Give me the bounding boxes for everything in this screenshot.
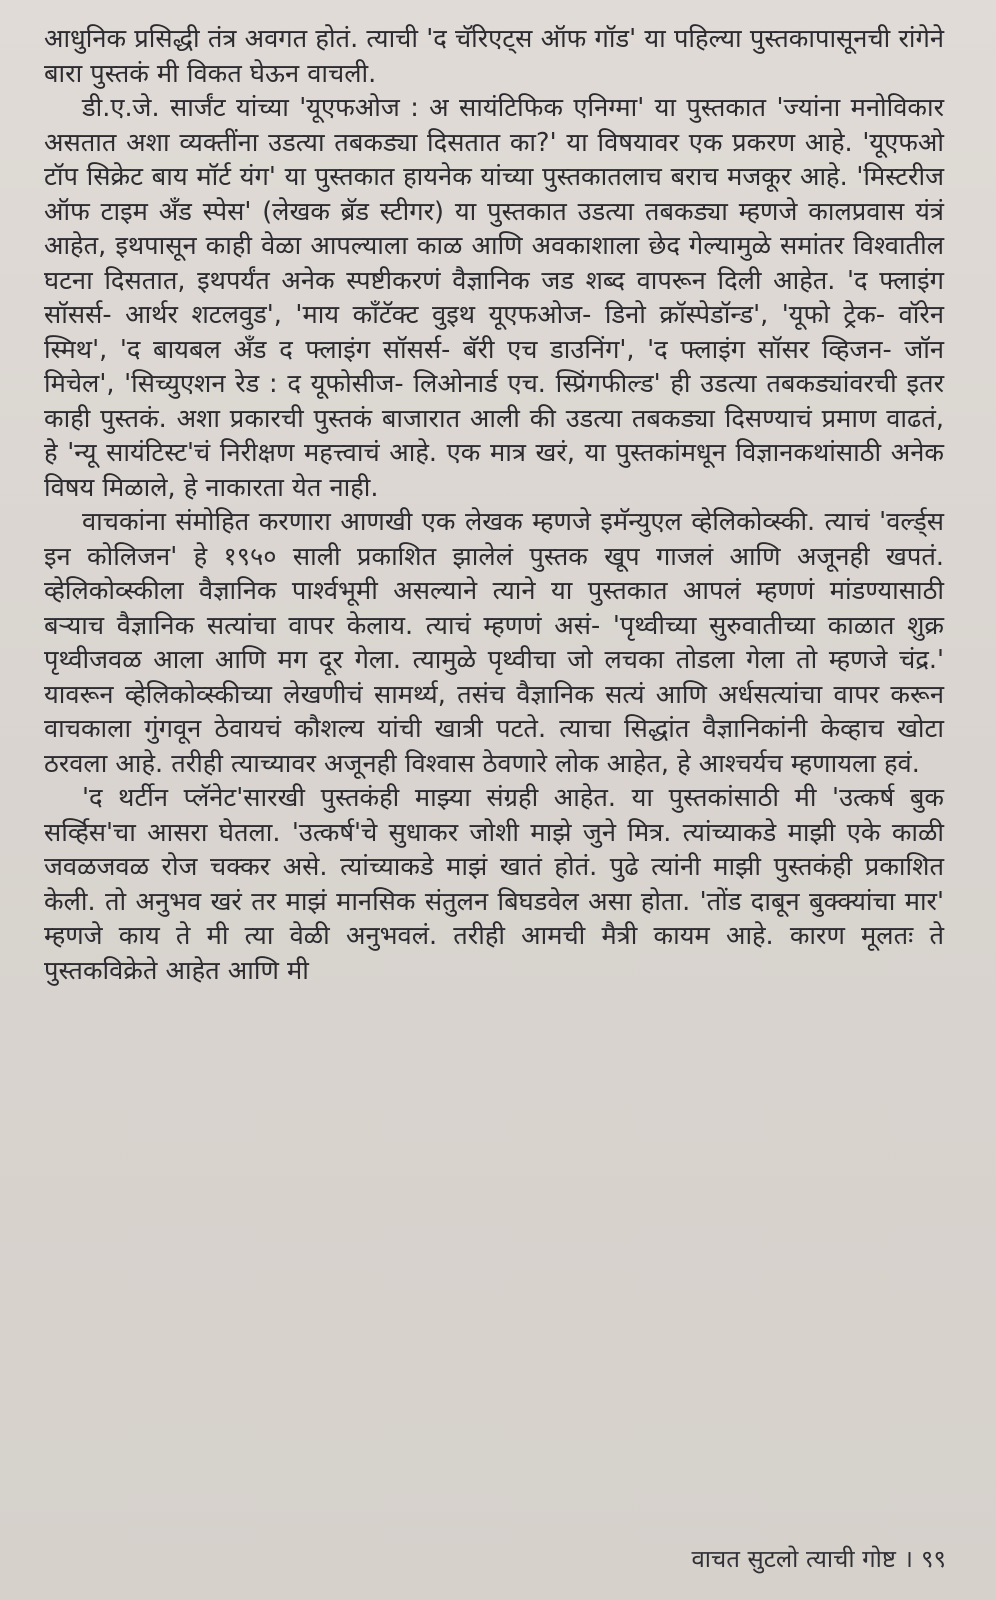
- paragraph: वाचकांना संमोहित करणारा आणखी एक लेखक म्हणजे इमॅन्युएल व्हेलिकोव्स्की. त्याचं 'वर्ल्ड्स इन कोलिजन' हे १९५० साली प्रकाशित झालेलं पुस्तक खूप गाजलं आणि अजूनही खपतं. व्हेलिकोव्स्कीला वैज्ञानिक पार्श्वभूमी असल्याने त्याने या पुस्तकात आपलं म्हणणं मांडण्यासाठी बऱ्याच वैज्ञानिक सत्यांचा वापर केलाय. त्याचं म्हणणं असं- 'पृथ्वीच्या सुरुवातीच्या काळात शुक्र पृथ्वीजवळ आला आणि मग दूर गेला. त्यामुळे पृथ्वीचा जो लचका तोडला गेला तो म्हणजे चंद्र.' यावरून व्हेलिकोव्स्कीच्या लेखणीचं सामर्थ्य, तसंच वैज्ञानिक सत्यं आणि अर्धसत्यांचा वापर करून वाचकाला गुंगवून ठेवायचं कौशल्य यांची खात्री पटते. त्याचा सिद्धांत वैज्ञानिकांनी केव्हाच खोटा ठरवला आहे. तरीही त्याच्यावर अजूनही विश्वास ठेवणारे लोक आहेत, हे आश्चर्यच म्हणायला हवं.: [44, 507, 944, 779]
- running-title: वाचत सुटलो त्याची गोष्ट: [691, 1545, 896, 1573]
- page-footer: [691, 1542, 946, 1575]
- paragraph: डी.ए.जे. सार्जंट यांच्या 'यूएफओज : अ सायंटिफिक एनिग्मा' या पुस्तकात 'ज्यांना मनोविकार असतात अशा व्यक्तींना उडत्या तबकड्या दिसतात का?' या विषयावर एक प्रकरण आहे. 'यूएफओ टॉप सिक्रेट बाय मॉर्ट यंग' या पुस्तकात हायनेक यांच्या पुस्तकातलाच बराच मजकूर आहे. 'मिस्टरीज ऑफ टाइम अँड स्पेस' (लेखक ब्रॅड स्टीगर) या पुस्तकात उडत्या तबकड्या म्हणजे कालप्रवास यंत्रं आहेत, इथपासून काही वेळा आपल्याला काळ आणि अवकाशाला छेद गेल्यामुळे समांतर विश्वातील घटना दिसतात, इथपर्यंत अनेक स्पष्टीकरणं वैज्ञानिक जड शब्द वापरून दिली आहेत. 'द फ्लाइंग सॉसर्स- आर्थर शटलवुड', 'माय कॉंटॅक्ट वुइथ यूएफओज- डिनो क्रॉस्पेडॉन्ड', 'यूफो ट्रेक- वॉरेन स्मिथ', 'द बायबल अँड द फ्लाइंग सॉसर्स- बॅरी एच डाउनिंग', 'द फ्लाइंग सॉसर व्हिजन- जॉन मिचेल', 'सिच्युएशन रेड : द यूफोसीज- लिओनार्ड एच. स्प्रिंगफील्ड' ही उडत्या तबकड्यांवरची इतर काही पुस्तकं. अशा प्रकारची पुस्तकं बाजारात आली की उडत्या तबकड्या दिसण्याचं प्रमाण वाढतं, हे 'न्यू सायंटिस्ट'चं निरीक्षण महत्त्वाचं आहे. एक मात्र खरं, या पुस्तकांमधून विज्ञानकथांसाठी अनेक विषय मिळाले, हे नाकारता येत नाही.: [44, 93, 944, 503]
- page-body: [44, 22, 944, 988]
- paragraph: आधुनिक प्रसिद्धी तंत्र अवगत होतं. त्याची 'द चॅरिएट्स ऑफ गॉड' या पहिल्या पुस्तकापासूनची रांगेने बारा पुस्तकं मी विकत घेऊन वाचली.: [44, 24, 944, 89]
- page-number: ९९: [921, 1545, 946, 1573]
- paragraph: 'द थर्टीन प्लॅनेट'सारखी पुस्तकंही माझ्या संग्रही आहेत. या पुस्तकांसाठी मी 'उत्कर्ष बुक सर्व्हिस'चा आसरा घेतला. 'उत्कर्ष'चे सुधाकर जोशी माझे जुने मित्र. त्यांच्याकडे माझी एके काळी जवळजवळ रोज चक्कर असे. त्यांच्याकडे माझं खातं होतं. पुढे त्यांनी माझी पुस्तकंही प्रकाशित केली. तो अनुभव खरं तर माझं मानसिक संतुलन बिघडवेल असा होता. 'तोंड दाबून बुक्क्यांचा मार' म्हणजे काय ते मी त्या वेळी अनुभवलं. तरीही आमची मैत्री कायम आहे. कारण मूलतः ते पुस्तकविक्रेते आहेत आणि मी: [44, 783, 944, 986]
- footer-separator: ।: [903, 1545, 914, 1573]
